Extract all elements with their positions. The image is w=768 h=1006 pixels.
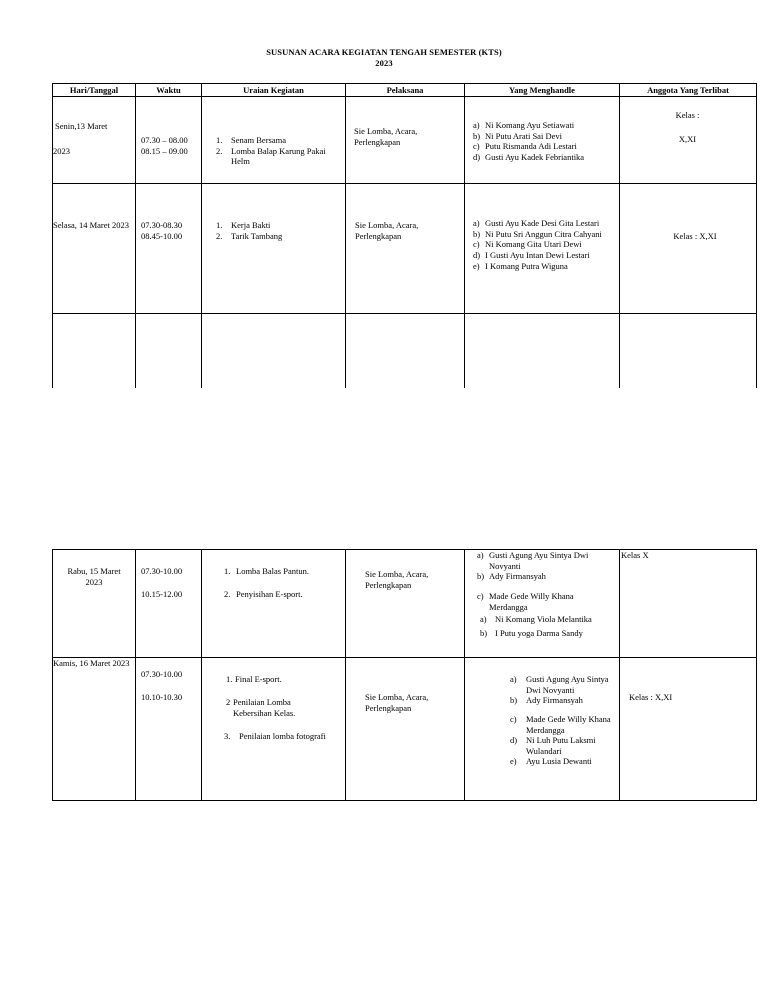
activity-cell (202, 550, 346, 658)
time-slot: 10.10-10.30 (141, 692, 183, 702)
handler-cell (465, 658, 620, 801)
table-header-row (53, 84, 757, 97)
handler-cell (465, 97, 620, 184)
list-item: a) Ni Komang Viola Melantika (480, 614, 592, 624)
list-item: 2 Penilaian Lomba Kebersihan Kelas. (226, 697, 296, 718)
day-cell (53, 184, 136, 314)
day-cell (53, 658, 136, 801)
day-text: Selasa, 14 Maret 2023 (53, 220, 130, 230)
time-slot: 10.15-12.00 (141, 589, 183, 599)
list-item: d) I Gusti Ayu Intan Dewi Lestari (473, 249, 590, 260)
list-item: b) Ni Putu Sri Anggun Citra Cahyani (473, 228, 602, 239)
list-item: b) Ady Firmansyah (510, 695, 583, 706)
list-item: c) Putu Rismanda Adi Lestari (473, 141, 577, 152)
list-item: e) I Komang Putra Wiguna (473, 260, 568, 271)
schedule-table-part1 (52, 83, 757, 388)
list-item: 2. Tarik Tambang (216, 230, 283, 241)
members-text: Kelas : X,XI (673, 231, 717, 241)
list-item: 1. Senam Bersama (216, 135, 286, 145)
header-anggota-yang-terlibat: Anggota Yang Terlibat (620, 84, 757, 97)
list-item: 2. Penyisihan E-sport. (224, 589, 303, 599)
handler-cell (465, 184, 620, 314)
time-slot: 07.30-08.30 (141, 220, 183, 230)
members-cell (620, 658, 757, 801)
time-cell (136, 658, 202, 801)
list-item: 1. Final E-sport. (226, 674, 282, 684)
list-item: a) Gusti Agung Ayu Sintya Dwi Novyanti (477, 550, 589, 571)
day-text: Rabu, 15 Maret 2023 (67, 566, 121, 587)
table-row (53, 658, 757, 801)
list-item: b) Ni Putu Arati Sai Devi (473, 130, 562, 141)
time-cell (136, 97, 202, 184)
time-slot: 07.30-10.00 (141, 566, 183, 576)
list-item: d) Ni Luh Putu Laksmi Wulandari (510, 735, 596, 756)
members-value: X,XI (678, 134, 697, 144)
activity-cell (202, 658, 346, 801)
activity-cell (202, 184, 346, 314)
table-row (53, 184, 757, 314)
list-item: c) Made Gede Willy Khana Merdangga (510, 713, 611, 735)
list-item: 3. Penilaian lomba fotografi (224, 731, 326, 741)
executor-cell (346, 550, 465, 658)
members-text: Kelas X (621, 550, 649, 560)
day-line1: Senin,13 Maret (55, 121, 108, 131)
list-item: 2. Lomba Balap Karung Pakai Helm (216, 145, 326, 167)
day-line2: 2023 (53, 146, 70, 156)
list-item: c) Ni Komang Gita Utari Dewi (473, 239, 582, 250)
time-slot: 08.45-10.00 (141, 230, 183, 241)
handler-cell (465, 550, 620, 658)
header-yang-menghandle: Yang Menghandle (465, 84, 620, 97)
document-year: 2023 (375, 58, 393, 68)
executor-cell (346, 658, 465, 801)
executor-text: Sie Lomba, Acara, Perlengkapan (365, 692, 429, 713)
time-slot: 08.15 – 09.00 (141, 145, 188, 156)
list-item: a) Ni Komang Ayu Setiawati (473, 120, 575, 130)
members-cell (620, 97, 757, 184)
time-slot: 07.30 – 08.00 (141, 135, 188, 145)
list-item: d) Gusti Ayu Kadek Febriantika (473, 151, 585, 162)
list-item: b) Ady Firmansyah (477, 571, 546, 582)
members-cell (620, 550, 757, 658)
table-row (53, 97, 757, 184)
list-item: a) Gusti Ayu Kade Desi Gita Lestari (473, 218, 600, 228)
executor-cell (346, 97, 465, 184)
header-hari-tanggal: Hari/Tanggal (53, 84, 136, 97)
table-row-empty (53, 314, 757, 388)
time-slot: 07.30-10.00 (141, 669, 183, 679)
executor-text: Sie Lomba, Acara, Perlengkapan (365, 569, 429, 590)
executor-cell (346, 184, 465, 314)
activity-cell (202, 97, 346, 184)
executor-text: Sie Lomba, Acara, Perlengkapan (355, 220, 419, 241)
members-text: Kelas : X,XI (629, 692, 673, 702)
list-item: e) Ayu Lusia Dewanti (510, 756, 592, 767)
header-pelaksana: Pelaksana (346, 84, 465, 97)
document-title: SUSUNAN ACARA KEGIATAN TENGAH SEMESTER (KTS) (266, 47, 502, 57)
executor-text: Sie Lomba, Acara, Perlengkapan (354, 126, 418, 147)
day-cell (53, 550, 136, 658)
time-cell (136, 550, 202, 658)
header-uraian-kegiatan: Uraian Kegiatan (202, 84, 346, 97)
header-waktu: Waktu (136, 84, 202, 97)
list-item: b) I Putu yoga Darma Sandy (480, 627, 583, 638)
day-cell (53, 97, 136, 184)
day-text: Kamis, 16 Maret 2023 (53, 658, 130, 668)
members-cell (620, 184, 757, 314)
list-item: 1. Lomba Balas Pantun. (224, 566, 309, 576)
list-item: a) Gusti Agung Ayu Sintya Dwi Novyanti (510, 674, 609, 695)
members-label: Kelas : (675, 110, 700, 120)
time-cell (136, 184, 202, 314)
schedule-table-part2 (52, 549, 757, 801)
list-item: c) Made Gede Willy Khana Merdangga (477, 590, 574, 612)
table-row (53, 550, 757, 658)
list-item: 1. Kerja Bakti (216, 220, 271, 230)
